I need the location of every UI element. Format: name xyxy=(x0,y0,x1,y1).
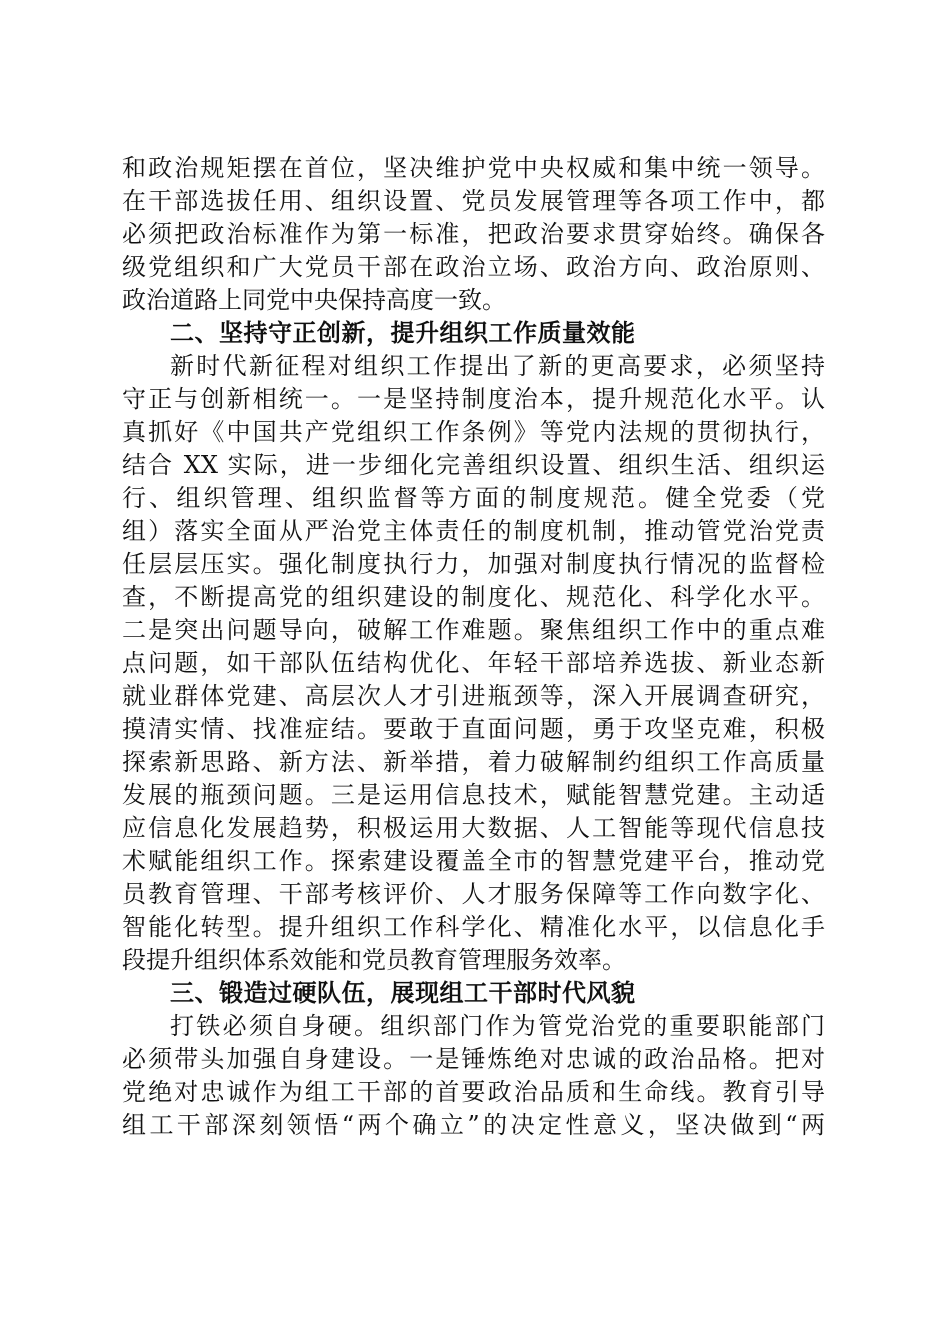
text-line: 在干部选拔任用、组织设置、党员发展管理等各项工作中，都 xyxy=(122,187,825,215)
paragraph-innovation xyxy=(122,350,825,977)
text-line: 级党组织和广大党员干部在政治立场、政治方向、政治原则、 xyxy=(122,253,825,281)
text-line: 结合 XX 实际，进一步细化完善组织设置、组织生活、组织运 xyxy=(122,451,825,479)
text-line: 任层层压实。强化制度执行力，加强对制度执行情况的监督检 xyxy=(122,550,825,578)
text-line: 员教育管理、干部考核评价、人才服务保障等工作向数字化、 xyxy=(122,880,825,908)
text-line: 应信息化发展趋势，积极运用大数据、人工智能等现代信息技 xyxy=(122,814,825,842)
text-line: 组工干部深刻领悟“两个确立”的决定性意义，坚决做到“两 xyxy=(122,1111,825,1139)
text-line: 二是突出问题导向，破解工作难题。聚焦组织工作中的重点难 xyxy=(122,616,825,644)
text-line: 组）落实全面从严治党主体责任的制度机制，推动管党治党责 xyxy=(122,517,825,545)
text-line: 党绝对忠诚作为组工干部的首要政治品质和生命线。教育引导 xyxy=(122,1078,825,1106)
section-heading-2: 二、坚持守正创新，提升组织工作质量效能 xyxy=(170,319,636,347)
paragraph-team-building xyxy=(122,1010,825,1142)
text-line: 真抓好《中国共产党组织工作条例》等党内法规的贯彻执行， xyxy=(122,418,825,446)
section-heading-3: 三、锻造过硬队伍，展现组工干部时代风貌 xyxy=(170,979,636,1007)
text-line: 必须把政治标准作为第一标准，把政治要求贯穿始终。确保各 xyxy=(122,220,825,248)
text-line: 点问题，如干部队伍结构优化、年轻干部培养选拔、新业态新 xyxy=(122,649,825,677)
text-line: 行、组织管理、组织监督等方面的制度规范。健全党委（党 xyxy=(122,484,825,512)
text-line: 查，不断提高党的组织建设的制度化、规范化、科学化水平。 xyxy=(122,583,825,611)
paragraph-political-rules xyxy=(122,152,825,317)
text-line: 摸清实情、找准症结。要敢于直面问题，勇于攻坚克难，积极 xyxy=(122,715,825,743)
text-line: 打铁必须自身硬。组织部门作为管党治党的重要职能部门 xyxy=(170,1012,825,1040)
text-line: 术赋能组织工作。探索建设覆盖全市的智慧党建平台，推动党 xyxy=(122,847,825,875)
text-line: 必须带头加强自身建设。一是锤炼绝对忠诚的政治品格。把对 xyxy=(122,1045,825,1073)
text-line: 新时代新征程对组织工作提出了新的更高要求，必须坚持 xyxy=(170,352,825,380)
text-line: 智能化转型。提升组织工作科学化、精准化水平，以信息化手 xyxy=(122,913,825,941)
text-line: 段提升组织体系效能和党员教育管理服务效率。 xyxy=(122,946,626,974)
text-line: 就业群体党建、高层次人才引进瓶颈等，深入开展调查研究， xyxy=(122,682,825,710)
document-body xyxy=(122,152,825,1142)
text-line: 政治道路上同党中央保持高度一致。 xyxy=(122,286,506,314)
text-line: 和政治规矩摆在首位，坚决维护党中央权威和集中统一领导。 xyxy=(122,154,825,182)
text-line: 探索新思路、新方法、新举措，着力破解制约组织工作高质量 xyxy=(122,748,825,776)
text-line: 守正与创新相统一。一是坚持制度治本，提升规范化水平。认 xyxy=(122,385,825,413)
text-line: 发展的瓶颈问题。三是运用信息技术，赋能智慧党建。主动适 xyxy=(122,781,825,809)
